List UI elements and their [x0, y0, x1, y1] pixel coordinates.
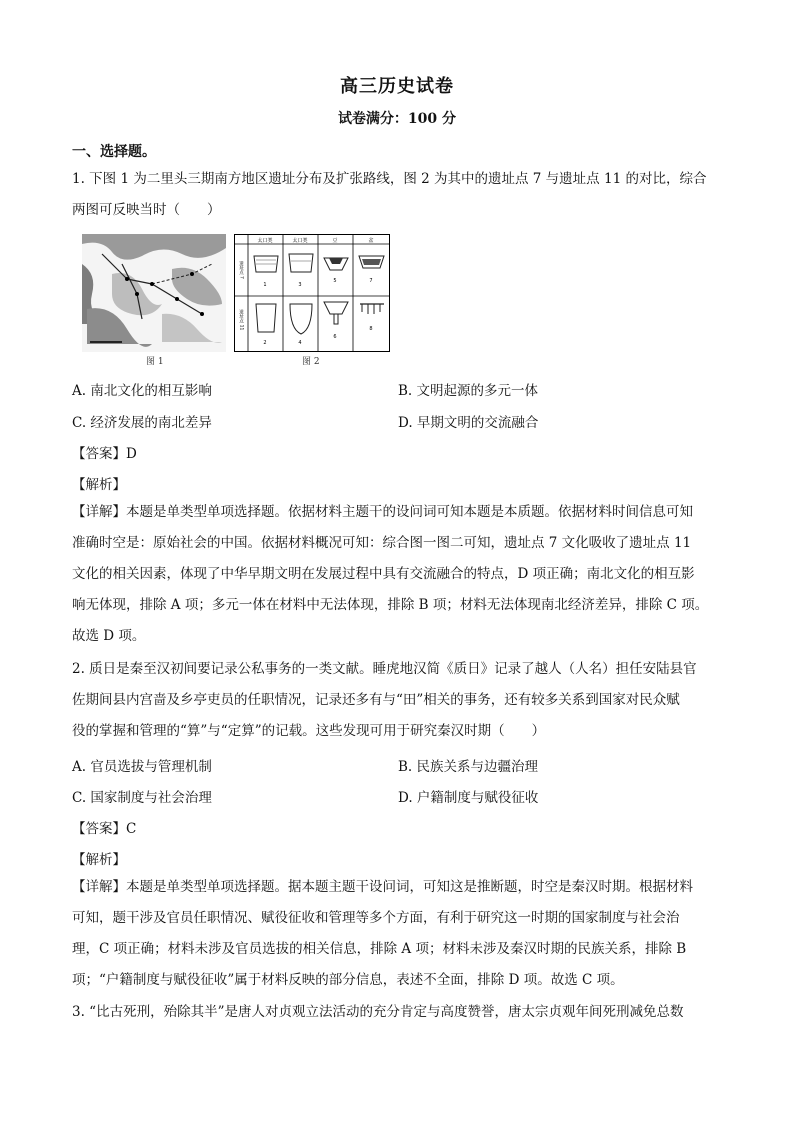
question-2-stem [72, 654, 722, 747]
q1-detail-line: 故选 D 项。 [72, 628, 146, 644]
fig2-header: 太口类 [292, 238, 308, 244]
q2-detail [72, 872, 722, 996]
figure-1-map [82, 234, 226, 352]
fig2-row-label: 遗址点 7 [238, 261, 244, 279]
q2-detail-line: 理，C 项正确；材料未涉及官员选拔的相关信息，排除 A 项；材料未涉及秦汉时期的民族关系，排除 B [72, 941, 687, 957]
fig2-number: 8 [369, 326, 373, 332]
fig2-number: 1 [263, 282, 267, 288]
fig2-row-label: 遗址点 11 [238, 309, 244, 331]
q1-analysis-label: 【解析】 [72, 477, 126, 493]
figure-2-table [234, 234, 390, 352]
q1-detail-line: 准确时空是：原始社会的中国。依据材料概况可知：综合图一图二可知，遗址点 7 文化吸收了遗址点 11 [72, 535, 692, 551]
q1-option-b[interactable]: B. 文明起源的多元一体 [398, 383, 539, 399]
question-1-stem [72, 164, 722, 226]
section-heading: 一、选择题。 [72, 144, 156, 160]
fig2-number: 3 [298, 282, 302, 288]
q2-option-c[interactable]: C. 国家制度与社会治理 [72, 790, 212, 806]
figure-2-caption: 图 2 [302, 357, 320, 367]
q2-analysis-label: 【解析】 [72, 852, 126, 868]
q1-detail-line: 文化的相关因素，体现了中华早期文明在发展过程中具有交流融合的特点，D 项正确；南北文化的相互影 [72, 566, 695, 582]
q1-detail-line: 响无体现，排除 A 项；多元一体在材料中无法体现，排除 B 项；材料无法体现南北经济差异，排除 C 项。 [72, 597, 709, 613]
q2-detail-line: 可知，题干涉及官员任职情况、赋役征收和管理等多个方面，有利于研究这一时期的国家制度与社会治 [72, 910, 680, 926]
q1-detail-line: 【详解】本题是单类型单项选择题。依据材料主题干的设问词可知本题是本质题。依据材料时间信息可知 [72, 504, 693, 520]
q1-detail [72, 497, 722, 652]
q2-option-a[interactable]: A. 官员选拔与管理机制 [72, 759, 212, 775]
q2-detail-line: 项；“户籍制度与赋役征收”属于材料反映的部分信息，表述不全面，排除 D 项。故选 C 项。 [72, 972, 624, 988]
q1-answer: 【答案】D [72, 446, 137, 462]
q2-line: 2. 质日是秦至汉初间要记录公私事务的一类文献。睡虎地汉简《质日》记录了越人（人名）担任安陆县官 [72, 661, 697, 677]
question-3-stem [72, 997, 722, 1028]
q2-option-b[interactable]: B. 民族关系与边疆治理 [398, 759, 539, 775]
figure-1-caption: 图 1 [146, 357, 164, 367]
q1-option-d[interactable]: D. 早期文明的交流融合 [398, 415, 539, 431]
q1-option-a[interactable]: A. 南北文化的相互影响 [72, 383, 212, 399]
q2-option-d[interactable]: D. 户籍制度与赋役征收 [398, 790, 539, 806]
fig2-number: 2 [263, 340, 267, 346]
q1-line: 1. 下图 1 为二里头三期南方地区遗址分布及扩张路线，图 2 为其中的遗址点 7 与遗址点 11 的对比，综合 [72, 171, 707, 187]
q1-option-c[interactable]: C. 经济发展的南北差异 [72, 415, 212, 431]
page-title: 高三历史试卷 [340, 76, 454, 97]
q1-line: 两图可反映当时（ ） [72, 202, 221, 218]
fig2-header: 盆 [368, 238, 374, 244]
page-subtitle: 试卷满分：100 分 [337, 111, 457, 127]
fig2-number: 7 [369, 278, 373, 284]
fig2-header: 豆 [332, 238, 338, 244]
fig2-number: 4 [298, 340, 302, 346]
q2-detail-line: 【详解】本题是单类型单项选择题。据本题主题干设问词，可知这是推断题，时空是秦汉时期。根据材料 [72, 879, 693, 895]
q2-line: 役的掌握和管理的“算”与“定算”的记载。这些发现可用于研究秦汉时期（ ） [72, 723, 546, 739]
fig2-number: 5 [333, 278, 337, 284]
fig2-header: 太口类 [257, 238, 273, 244]
q2-line: 佐期间县内宫啬及乡亭吏员的任职情况，记录还多有与“田”相关的事务，还有较多关系到国家对民众赋 [72, 692, 680, 708]
q2-answer: 【答案】C [72, 821, 137, 837]
q3-line: 3. “比古死刑，殆除其半”是唐人对贞观立法活动的充分肯定与高度赞誉，唐太宗贞观年间死刑减免总数 [72, 1004, 684, 1020]
fig2-number: 6 [333, 334, 337, 340]
